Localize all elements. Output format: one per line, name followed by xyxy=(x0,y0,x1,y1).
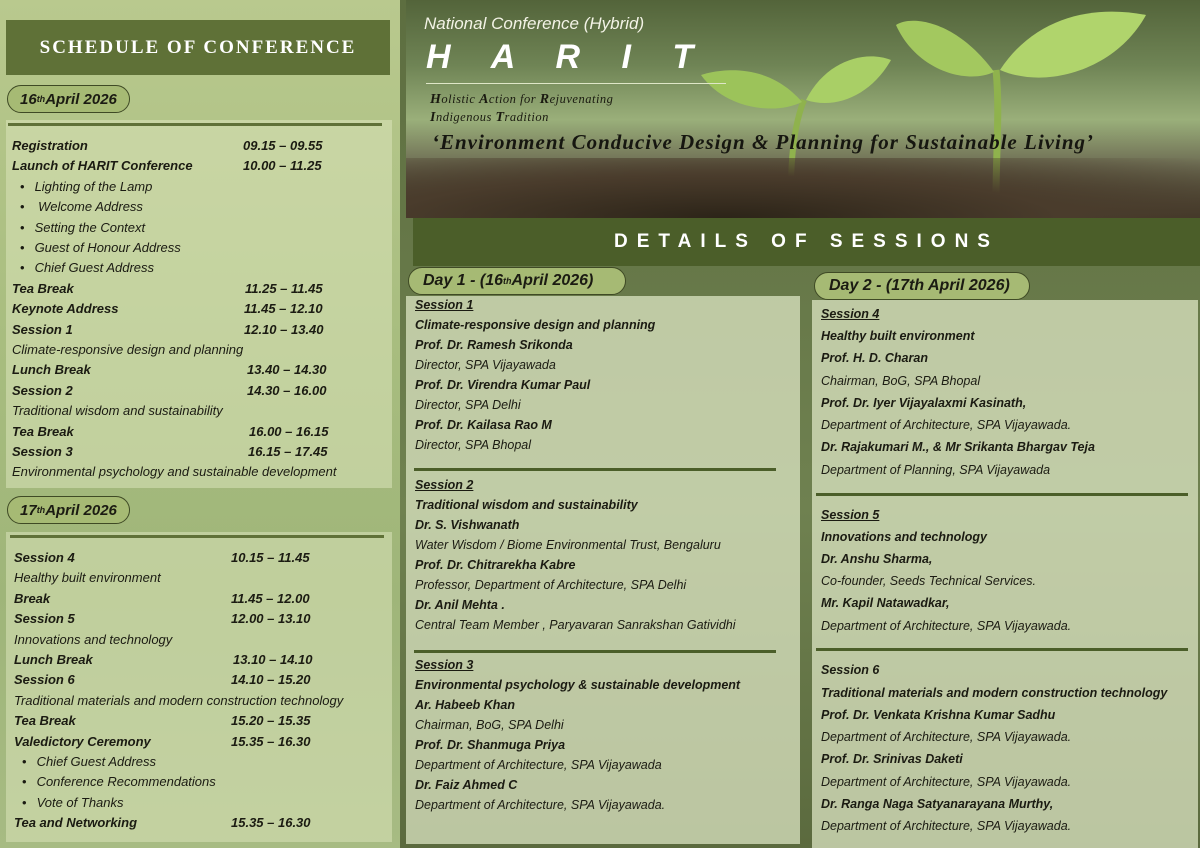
schedule-item-note: • Lighting of the Lamp xyxy=(12,179,152,195)
speaker-affiliation: Department of Architecture, SPA Vijayawada. xyxy=(821,819,1072,833)
schedule-item-label: Keynote Address xyxy=(12,301,119,317)
schedule-item-note: • Chief Guest Address xyxy=(12,260,154,276)
divider xyxy=(426,83,726,84)
conference-subtitle: National Conference (Hybrid) xyxy=(424,14,645,33)
schedule-item-label: Session 6 xyxy=(14,672,75,688)
day1-label-post: April 2026) xyxy=(511,272,594,289)
session-topic: Climate-responsive design and planning xyxy=(415,318,656,332)
speaker-name: Dr. Anshu Sharma, xyxy=(821,552,933,566)
speaker-affiliation: Director, SPA Delhi xyxy=(415,398,521,412)
divider xyxy=(816,648,1188,651)
schedule-item-time: 16.00 – 16.15 xyxy=(249,423,329,439)
speaker-affiliation: Department of Architecture, SPA Vijayawada. xyxy=(821,619,1072,633)
acronym-word: ction for xyxy=(488,92,540,106)
session-heading: Session 5 xyxy=(821,508,880,522)
schedule-item-label: Break xyxy=(14,590,51,606)
speaker-name: Prof. Dr. Iyer Vijayalaxmi Kasinath, xyxy=(821,396,1027,410)
schedule-item-label: Tea Break xyxy=(12,280,74,296)
acronym-word: ejuvenating xyxy=(549,92,614,106)
schedule-item-time: 12.10 – 13.40 xyxy=(244,321,324,337)
session-topic: Innovations and technology xyxy=(821,530,987,544)
schedule-item-time: 10.00 – 11.25 xyxy=(243,158,322,174)
schedule-item-time: 15.35 – 16.30 xyxy=(231,815,311,831)
speaker-name: Prof. Dr. Virendra Kumar Paul xyxy=(415,378,591,392)
schedule-item-label: Tea Break xyxy=(14,713,76,729)
divider xyxy=(414,650,776,653)
schedule-item-note: • Welcome Address xyxy=(12,199,143,215)
speaker-name: Traditional materials and modern construction technology xyxy=(821,686,1168,700)
schedule-item-label: Session 3 xyxy=(12,444,73,459)
speaker-affiliation: Chairman, BoG, SPA Delhi xyxy=(415,718,564,732)
schedule-item-time: 12.00 – 13.10 xyxy=(231,611,311,627)
speaker-affiliation: Department of Architecture, SPA Vijayawada. xyxy=(821,730,1072,744)
speaker-name: Prof. H. D. Charan xyxy=(821,351,928,365)
day2-date-suffix: th xyxy=(36,505,46,515)
details-title: DETAILS OF SESSIONS xyxy=(413,218,1200,266)
conference-title: H A R I T xyxy=(426,38,710,76)
schedule-item-label: Launch of HARIT Conference xyxy=(12,158,193,174)
session-topic: Healthy built environment xyxy=(821,329,975,343)
schedule-item-label: Lunch Break xyxy=(12,362,91,378)
speaker-affiliation: Professor, Department of Architecture, SPA Delhi xyxy=(415,578,687,592)
schedule-item-time: 14.30 – 16.00 xyxy=(247,382,327,398)
conference-theme: ‘Environment Conducive Design & Planning for Sustainable Living’ xyxy=(432,130,1094,154)
schedule-item-label: Registration xyxy=(12,138,88,153)
speaker-name: Dr. S. Vishwanath xyxy=(415,518,520,532)
schedule-item-note: • Conference Recommendations xyxy=(14,774,216,790)
day2-date-rest: April 2026 xyxy=(45,501,117,519)
divider xyxy=(8,123,382,126)
session-topic: Environmental psychology & sustainable development xyxy=(415,678,741,692)
soil-image xyxy=(406,158,1200,218)
speaker-affiliation: Department of Planning, SPA Vijayawada xyxy=(821,463,1051,477)
session-heading: Session 4 xyxy=(821,307,880,321)
day1-details-badge xyxy=(408,267,626,295)
schedule-item-note: • Vote of Thanks xyxy=(14,795,124,811)
schedule-item-time: 11.25 – 11.45 xyxy=(245,280,323,296)
schedule-item-time: 11.45 – 12.10 xyxy=(244,301,323,317)
session-topic: Traditional wisdom and sustainability xyxy=(415,498,638,512)
speaker-name: Dr. Rajakumari M., & Mr Srikanta Bhargav Teja xyxy=(821,440,1095,454)
schedule-item-time: 16.15 – 17.45 xyxy=(248,444,328,459)
schedule-item-label: Tea Break xyxy=(12,423,74,439)
schedule-item-time: 13.10 – 14.10 xyxy=(233,652,313,667)
schedule-item-time: 15.35 – 16.30 xyxy=(231,733,311,749)
acronym-letter: A xyxy=(479,92,489,107)
schedule-item-label: Lunch Break xyxy=(14,652,93,667)
schedule-item-time: 10.15 – 11.45 xyxy=(231,550,310,565)
speaker-affiliation: Department of Architecture, SPA Vijayawada. xyxy=(821,418,1072,432)
acronym-letter: H xyxy=(430,92,442,107)
acronym-line-1 xyxy=(430,92,613,108)
acronym-line-2 xyxy=(430,110,549,126)
speaker-name: Prof. Dr. Srinivas Daketi xyxy=(821,752,963,766)
schedule-item-time: 13.40 – 14.30 xyxy=(247,362,327,378)
acronym-letter: I xyxy=(430,110,436,125)
day1-label-sup: th xyxy=(503,276,512,286)
schedule-item-note: Traditional wisdom and sustainability xyxy=(12,403,223,419)
schedule-item-label: Session 4 xyxy=(14,550,75,565)
speaker-name: Prof. Dr. Shanmuga Priya xyxy=(415,738,566,752)
schedule-item-note: Traditional materials and modern construction technology xyxy=(14,692,344,708)
schedule-item-label: Session 2 xyxy=(12,382,73,398)
acronym-word: radition xyxy=(504,110,549,124)
speaker-name: Prof. Dr. Chitrarekha Kabre xyxy=(415,558,576,572)
speaker-affiliation: Department of Architecture, SPA Vijayawada. xyxy=(821,775,1072,789)
schedule-item-label: Valedictory Ceremony xyxy=(14,733,151,749)
speaker-affiliation: Department of Architecture, SPA Vijayawada. xyxy=(415,798,666,812)
day1-label-pre: Day 1 - (16 xyxy=(423,272,504,289)
divider xyxy=(10,535,384,538)
acronym-word: ndigenous xyxy=(435,110,496,124)
day2-details-badge: Day 2 - (17th April 2026) xyxy=(814,272,1030,300)
day1-date-rest: April 2026 xyxy=(45,90,117,108)
speaker-name: Dr. Ranga Naga Satyanarayana Murthy, xyxy=(821,797,1054,811)
session-heading: Session 2 xyxy=(415,478,474,492)
schedule-item-note: Environmental psychology and sustainable development xyxy=(12,464,337,480)
schedule-item-label: Session 1 xyxy=(12,321,73,337)
speaker-name: Dr. Faiz Ahmed C xyxy=(415,778,518,792)
schedule-item-note: • Chief Guest Address xyxy=(14,754,156,770)
speaker-name: Mr. Kapil Natawadkar, xyxy=(821,596,950,610)
schedule-item-time: 14.10 – 15.20 xyxy=(231,672,311,688)
speaker-affiliation: Water Wisdom / Biome Environmental Trust, Bengaluru xyxy=(415,538,721,552)
session-heading: Session 3 xyxy=(415,658,474,672)
schedule-item-time: 11.45 – 12.00 xyxy=(231,590,310,606)
speaker-affiliation: Director, SPA Bhopal xyxy=(415,438,532,452)
speaker-name: Prof. Dr. Venkata Krishna Kumar Sadhu xyxy=(821,708,1056,722)
schedule-item-time: 09.15 – 09.55 xyxy=(243,138,323,153)
schedule-item-note: • Setting the Context xyxy=(12,220,145,236)
speaker-affiliation: Department of Architecture, SPA Vijayawada xyxy=(415,758,662,772)
acronym-word: olistic xyxy=(441,92,480,106)
day1-date-num: 16 xyxy=(20,90,37,108)
schedule-item-note: • Guest of Honour Address xyxy=(12,240,181,256)
acronym-letter: R xyxy=(539,92,550,107)
day2-date-num: 17 xyxy=(20,501,37,519)
day1-date-suffix: th xyxy=(36,94,46,104)
speaker-name: Prof. Dr. Kailasa Rao M xyxy=(415,418,552,432)
speaker-affiliation: Co-founder, Seeds Technical Services. xyxy=(821,574,1036,588)
speaker-affiliation: Central Team Member , Paryavaran Sanrakshan Gatividhi xyxy=(415,618,736,632)
speaker-affiliation: Director, SPA Vijayawada xyxy=(415,358,556,372)
speaker-name: Dr. Anil Mehta . xyxy=(415,598,505,612)
acronym-letter: T xyxy=(495,110,505,125)
session-heading: Session 1 xyxy=(415,298,474,312)
schedule-item-note: Climate-responsive design and planning xyxy=(12,342,244,357)
speaker-name: Prof. Dr. Ramesh Srikonda xyxy=(415,338,573,352)
divider xyxy=(414,468,776,471)
schedule-item-label: Session 5 xyxy=(14,611,75,627)
schedule-item-label: Tea and Networking xyxy=(14,815,138,831)
day2-date-badge xyxy=(7,496,130,524)
speaker-name: Session 6 xyxy=(821,663,880,677)
schedule-item-time: 15.20 – 15.35 xyxy=(231,713,311,729)
divider xyxy=(816,493,1188,496)
speaker-name: Ar. Habeeb Khan xyxy=(415,698,516,712)
schedule-title: SCHEDULE OF CONFERENCE xyxy=(6,20,390,75)
day1-date-badge xyxy=(7,85,130,113)
speaker-affiliation: Chairman, BoG, SPA Bhopal xyxy=(821,374,981,388)
schedule-item-note: Innovations and technology xyxy=(14,631,173,647)
schedule-item-note: Healthy built environment xyxy=(14,570,161,586)
